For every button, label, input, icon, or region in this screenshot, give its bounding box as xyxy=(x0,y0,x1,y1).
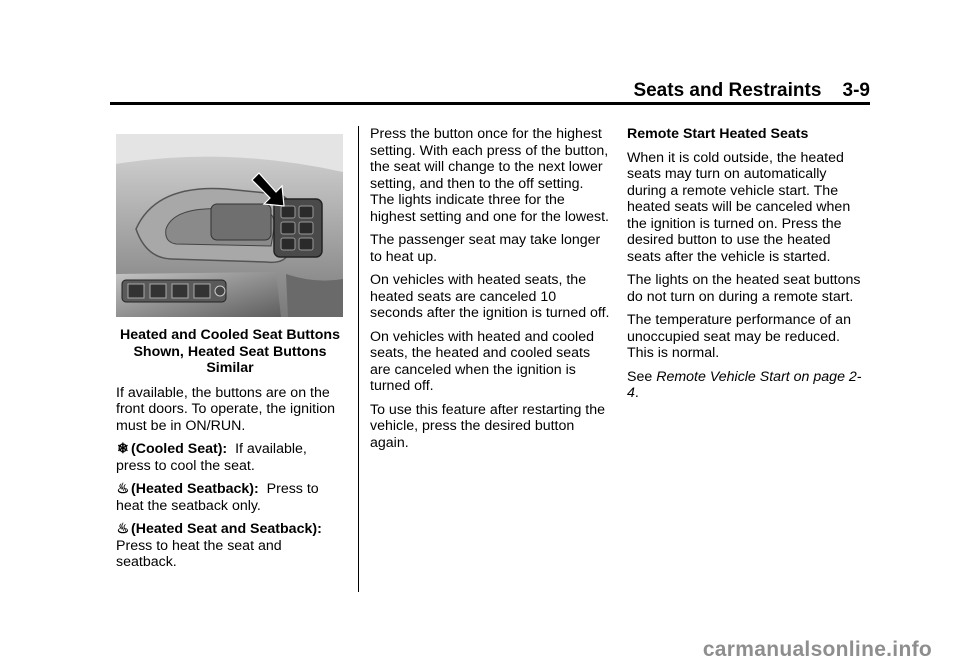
section-heading: Remote Start Heated Seats xyxy=(627,126,809,142)
section-title: Seats and Restraints xyxy=(633,80,822,101)
cooled-seat-text: If available, press to cool the seat. xyxy=(116,441,307,474)
page-header xyxy=(110,80,870,102)
paragraph: On vehicles with heated and cooled seats, the heated and cooled seats are canceled when the ignition is turned off. xyxy=(370,328,594,394)
column-divider xyxy=(358,126,359,592)
paragraph: When it is cold outside, the heated seats may turn on automatically during a remote vehicle start. The heated seats will be canceled when the ignition is turned on. Press the desired button to use the heated seats after the vehicle is started. xyxy=(627,149,851,265)
column-3 xyxy=(627,126,867,409)
door-buttons-figure xyxy=(116,134,343,317)
heated-seatback-icon: ♨ xyxy=(116,481,130,497)
heated-seat-and-seatback-icon: ♨ xyxy=(116,521,130,537)
see-prefix: See xyxy=(627,368,653,385)
header-title xyxy=(633,80,870,102)
heated-seat-and-seatback-entry xyxy=(116,521,344,571)
paragraph: To use this feature after restarting the vehicle, press the desired button again. xyxy=(370,401,606,451)
page-number: 3-9 xyxy=(842,80,870,101)
door-panel-illustration xyxy=(116,134,343,317)
paragraph: The lights on the heated seat buttons do not turn on during a remote start. xyxy=(627,272,861,305)
see-suffix: . xyxy=(634,385,639,401)
heated-seatback-label: (Heated Seatback): xyxy=(131,481,259,497)
column-2 xyxy=(370,126,610,458)
cooled-seat-label: (Cooled Seat): xyxy=(131,441,228,457)
figure-caption: Heated and Cooled Seat Buttons Shown, Heated Seat Buttons Similar xyxy=(120,327,340,376)
column-1 xyxy=(116,126,344,578)
heated-seatback-entry xyxy=(116,481,344,514)
paragraph: On vehicles with heated seats, the heated seats are canceled 10 seconds after the ignition is turned off. xyxy=(370,272,610,321)
paragraph: The passenger seat may take longer to heat up. xyxy=(370,232,601,265)
watermark: carmanualsonline.info xyxy=(702,638,932,661)
cooled-seat-icon: ❄ xyxy=(117,441,129,457)
intro-paragraph: If available, the buttons are on the front doors. To operate, the ignition must be in ON/RUN. xyxy=(116,384,335,434)
see-reference xyxy=(627,369,867,402)
heated-seat-and-seatback-text: Press to heat the seat and seatback. xyxy=(116,537,282,570)
remote-start-link[interactable]: Remote Vehicle Start on page 2-4 xyxy=(627,368,862,401)
paragraph: Press the button once for the highest setting. With each press of the button, the seat will change to the next lower setting, and then to the off setting. The lights indicate three for the highest setting and one for the lowest. xyxy=(370,126,609,225)
paragraph: The temperature performance of an unoccupied seat may be reduced. This is normal. xyxy=(627,312,851,361)
cooled-seat-entry xyxy=(116,441,344,474)
heated-seatback-text: Press to heat the seatback only. xyxy=(116,481,319,514)
header-rule xyxy=(110,102,870,105)
heated-seat-and-seatback-label: (Heated Seat and Seatback): xyxy=(131,521,322,537)
